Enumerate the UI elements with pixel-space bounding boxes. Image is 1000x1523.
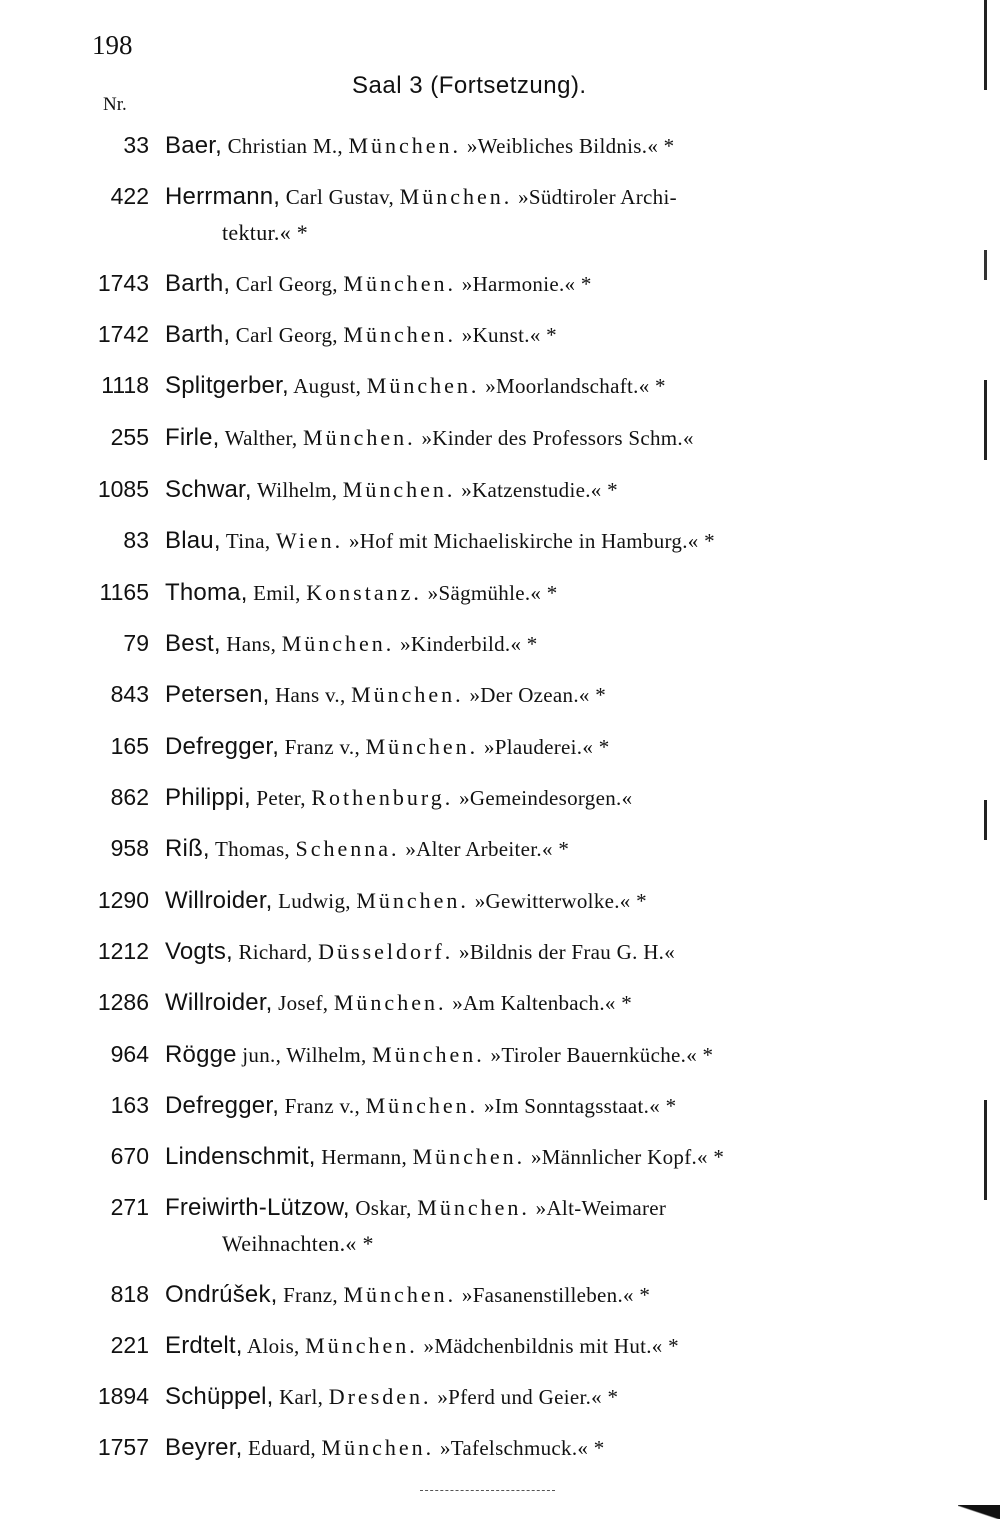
artist-city: München.	[412, 1144, 526, 1169]
entry-line	[165, 579, 885, 607]
artist-given-name: Peter,	[250, 786, 312, 810]
artwork-title: »Fasanenstilleben.« *	[461, 1283, 651, 1307]
artist-given-name: Carl Georg,	[230, 272, 344, 296]
entry-number: 1085	[97, 476, 149, 502]
artist-city: München.	[365, 734, 479, 759]
entry-number: 422	[110, 183, 149, 209]
entry-number: 79	[123, 630, 149, 656]
entry-number: 1165	[99, 579, 149, 605]
artwork-title: »Der Ozean.« *	[469, 683, 607, 707]
artist-city: München.	[303, 425, 416, 450]
artist-city: München.	[348, 133, 462, 158]
page-edge-line	[984, 0, 987, 1523]
artist-surname: Ondrúšek,	[165, 1281, 278, 1308]
artist-surname: Baer,	[165, 132, 223, 159]
entry-line	[165, 476, 885, 504]
artist-given-name: Christian M.,	[222, 134, 349, 158]
artist-city: München.	[343, 1282, 457, 1307]
entry-number: 958	[110, 835, 149, 861]
entry-line	[165, 321, 885, 349]
corner-mark	[958, 1505, 1000, 1519]
artist-given-name: Carl Georg,	[230, 323, 344, 347]
entry-line	[165, 1281, 885, 1309]
footer-rule	[420, 1490, 555, 1491]
artist-surname: Riß,	[165, 835, 210, 862]
artist-given-name: Hans v.,	[269, 683, 352, 707]
artwork-title: »Männlicher Kopf.« *	[530, 1145, 725, 1169]
artist-given-name: Eduard,	[242, 1436, 322, 1460]
entry-line	[165, 784, 885, 812]
entry-line	[165, 681, 885, 709]
entry-number: 271	[110, 1194, 149, 1220]
artwork-title: »Sägmühle.« *	[427, 581, 558, 605]
entry-line	[165, 1092, 885, 1120]
artist-given-name: Thomas,	[209, 837, 296, 861]
artist-surname: Vogts,	[165, 938, 233, 965]
artist-surname: Erdtelt,	[165, 1332, 243, 1359]
artist-surname: Blau,	[165, 527, 221, 554]
artist-surname: Defregger,	[165, 1092, 280, 1119]
artist-surname: Rögge	[165, 1041, 237, 1068]
artist-surname: Beyrer,	[165, 1434, 243, 1461]
artwork-title: »Alter Arbeiter.« *	[405, 837, 570, 861]
artwork-title-continuation: Weihnachten.« *	[222, 1231, 374, 1256]
artwork-title: »Tafelschmuck.« *	[439, 1436, 605, 1460]
artist-surname: Philippi,	[165, 784, 251, 811]
artist-given-name: Carl Gustav,	[280, 185, 400, 209]
artwork-title: »Gewitterwolke.« *	[474, 889, 647, 913]
artist-given-name: Emil,	[247, 581, 307, 605]
artist-city: München.	[372, 1042, 485, 1067]
artist-city: München.	[321, 1435, 435, 1460]
artist-city: Düsseldorf.	[318, 939, 454, 964]
section-title: Saal 3 (Fortsetzung).	[352, 72, 587, 99]
artist-surname: Petersen,	[165, 681, 270, 708]
entry-number: 221	[110, 1332, 149, 1358]
artist-city: München.	[305, 1333, 418, 1358]
entry-line	[165, 630, 885, 658]
artwork-title: »Harmonie.« *	[461, 272, 592, 296]
entry-number: 1118	[101, 372, 149, 398]
artist-given-name: Franz v.,	[279, 1094, 366, 1118]
artist-city: Schenna.	[295, 836, 400, 861]
artwork-title-continuation: tektur.« *	[222, 220, 309, 245]
artwork-title: »Am Kaltenbach.« *	[452, 991, 633, 1015]
artist-given-name: Josef,	[272, 991, 334, 1015]
entry-number: 165	[110, 733, 149, 759]
artwork-title: »Hof mit Michaeliskirche in Hamburg.« *	[349, 529, 715, 553]
artist-given-name: Ludwig,	[272, 889, 357, 913]
artist-city: München.	[366, 373, 480, 398]
artist-surname: Barth,	[165, 321, 231, 348]
entry-number: 1286	[97, 989, 149, 1015]
artist-surname: Firle,	[165, 424, 220, 451]
artist-surname: Willroider,	[165, 989, 273, 1016]
artwork-title: »Kunst.« *	[461, 323, 557, 347]
entry-line	[165, 1383, 885, 1411]
artist-given-name: Alois,	[242, 1334, 306, 1358]
artwork-title: »Kinderbild.« *	[400, 632, 538, 656]
artist-given-name: jun., Wilhelm,	[236, 1043, 373, 1067]
artist-surname: Barth,	[165, 270, 231, 297]
entry-number: 1212	[97, 938, 149, 964]
entry-line	[165, 938, 885, 966]
entry-line	[165, 835, 885, 863]
entry-line	[165, 270, 885, 298]
artist-city: München.	[333, 990, 447, 1015]
artwork-title: »Katzenstudie.« *	[461, 478, 618, 502]
entry-line	[165, 372, 885, 400]
artist-given-name: Walther,	[219, 426, 304, 450]
entry-line	[165, 132, 885, 160]
nr-column-label: Nr.	[103, 94, 127, 115]
artist-surname: Thoma,	[165, 579, 248, 606]
artist-surname: Willroider,	[165, 887, 273, 914]
artist-city: Konstanz.	[306, 580, 422, 605]
artist-given-name: August,	[288, 374, 367, 398]
artwork-title: »Kinder des Professors Schm.«	[421, 426, 694, 450]
artist-city: München.	[351, 682, 464, 707]
artist-surname: Herrmann,	[165, 183, 281, 210]
artist-surname: Defregger,	[165, 733, 280, 760]
entry-line	[165, 424, 885, 452]
artwork-title: »Weibliches Bildnis.« *	[466, 134, 675, 158]
artist-given-name: Hans,	[220, 632, 282, 656]
artwork-title: »Tiroler Bauernküche.« *	[490, 1043, 714, 1067]
artist-surname: Schüppel,	[165, 1383, 274, 1410]
entry-line	[165, 1041, 885, 1069]
entry-line	[165, 183, 885, 211]
entry-line	[165, 1143, 885, 1171]
artwork-title: »Im Sonntagsstaat.« *	[484, 1094, 677, 1118]
artwork-title: »Moorlandschaft.« *	[485, 374, 666, 398]
artist-city: München.	[399, 184, 513, 209]
artist-city: Dresden.	[328, 1384, 432, 1409]
artwork-title: »Plauderei.« *	[484, 735, 610, 759]
artwork-title: »Alt-Weimarer	[535, 1196, 667, 1220]
artist-given-name: Franz,	[277, 1283, 344, 1307]
entry-number: 255	[110, 424, 149, 450]
artist-given-name: Franz v.,	[279, 735, 366, 759]
entry-number: 862	[110, 784, 149, 810]
artist-given-name: Oskar,	[349, 1196, 418, 1220]
entry-number: 163	[110, 1092, 149, 1118]
entry-line	[165, 733, 885, 761]
artist-city: München.	[343, 271, 456, 296]
artist-surname: Freiwirth-Lützow,	[165, 1194, 350, 1221]
page-number: 198	[92, 30, 133, 60]
entry-number: 964	[110, 1041, 149, 1067]
artist-given-name: Richard,	[232, 940, 319, 964]
entry-line	[165, 1332, 885, 1360]
artwork-title: »Mädchenbildnis mit Hut.« *	[423, 1334, 679, 1358]
artist-given-name: Hermann,	[315, 1145, 413, 1169]
entry-number: 818	[110, 1281, 149, 1307]
artwork-title: »Südtiroler Archi-	[518, 185, 677, 209]
entry-line	[165, 1194, 885, 1222]
artist-city: München.	[365, 1093, 479, 1118]
artist-city: Rothenburg.	[311, 785, 454, 810]
entry-number: 1757	[97, 1434, 149, 1460]
entry-line	[165, 527, 885, 555]
entry-number: 1894	[97, 1383, 149, 1409]
artwork-title: »Bildnis der Frau G. H.«	[459, 940, 676, 964]
artist-city: München.	[343, 322, 456, 347]
entry-line	[165, 887, 885, 915]
entry-number: 843	[110, 681, 149, 707]
artist-given-name: Karl,	[273, 1385, 329, 1409]
entry-number: 670	[110, 1143, 149, 1169]
artist-surname: Schwar,	[165, 476, 252, 503]
artist-city: München.	[342, 477, 456, 502]
artist-city: München.	[356, 888, 469, 913]
artist-surname: Splitgerber,	[165, 372, 289, 399]
entry-number: 1290	[97, 887, 149, 913]
artist-surname: Lindenschmit,	[165, 1143, 316, 1170]
entry-number: 1743	[97, 270, 149, 296]
artist-city: München.	[281, 631, 395, 656]
entry-number: 1742	[97, 321, 149, 347]
artwork-title: »Pferd und Geier.« *	[437, 1385, 619, 1409]
entry-number: 33	[123, 132, 149, 158]
artist-given-name: Tina,	[220, 529, 276, 553]
entry-number: 83	[123, 527, 149, 553]
artist-city: Wien.	[275, 528, 344, 553]
artist-given-name: Wilhelm,	[251, 478, 343, 502]
artist-surname: Best,	[165, 630, 221, 657]
artwork-title: »Gemeindesorgen.«	[459, 786, 633, 810]
artist-city: München.	[417, 1195, 530, 1220]
entry-line	[165, 989, 885, 1017]
entry-line	[165, 1434, 885, 1462]
